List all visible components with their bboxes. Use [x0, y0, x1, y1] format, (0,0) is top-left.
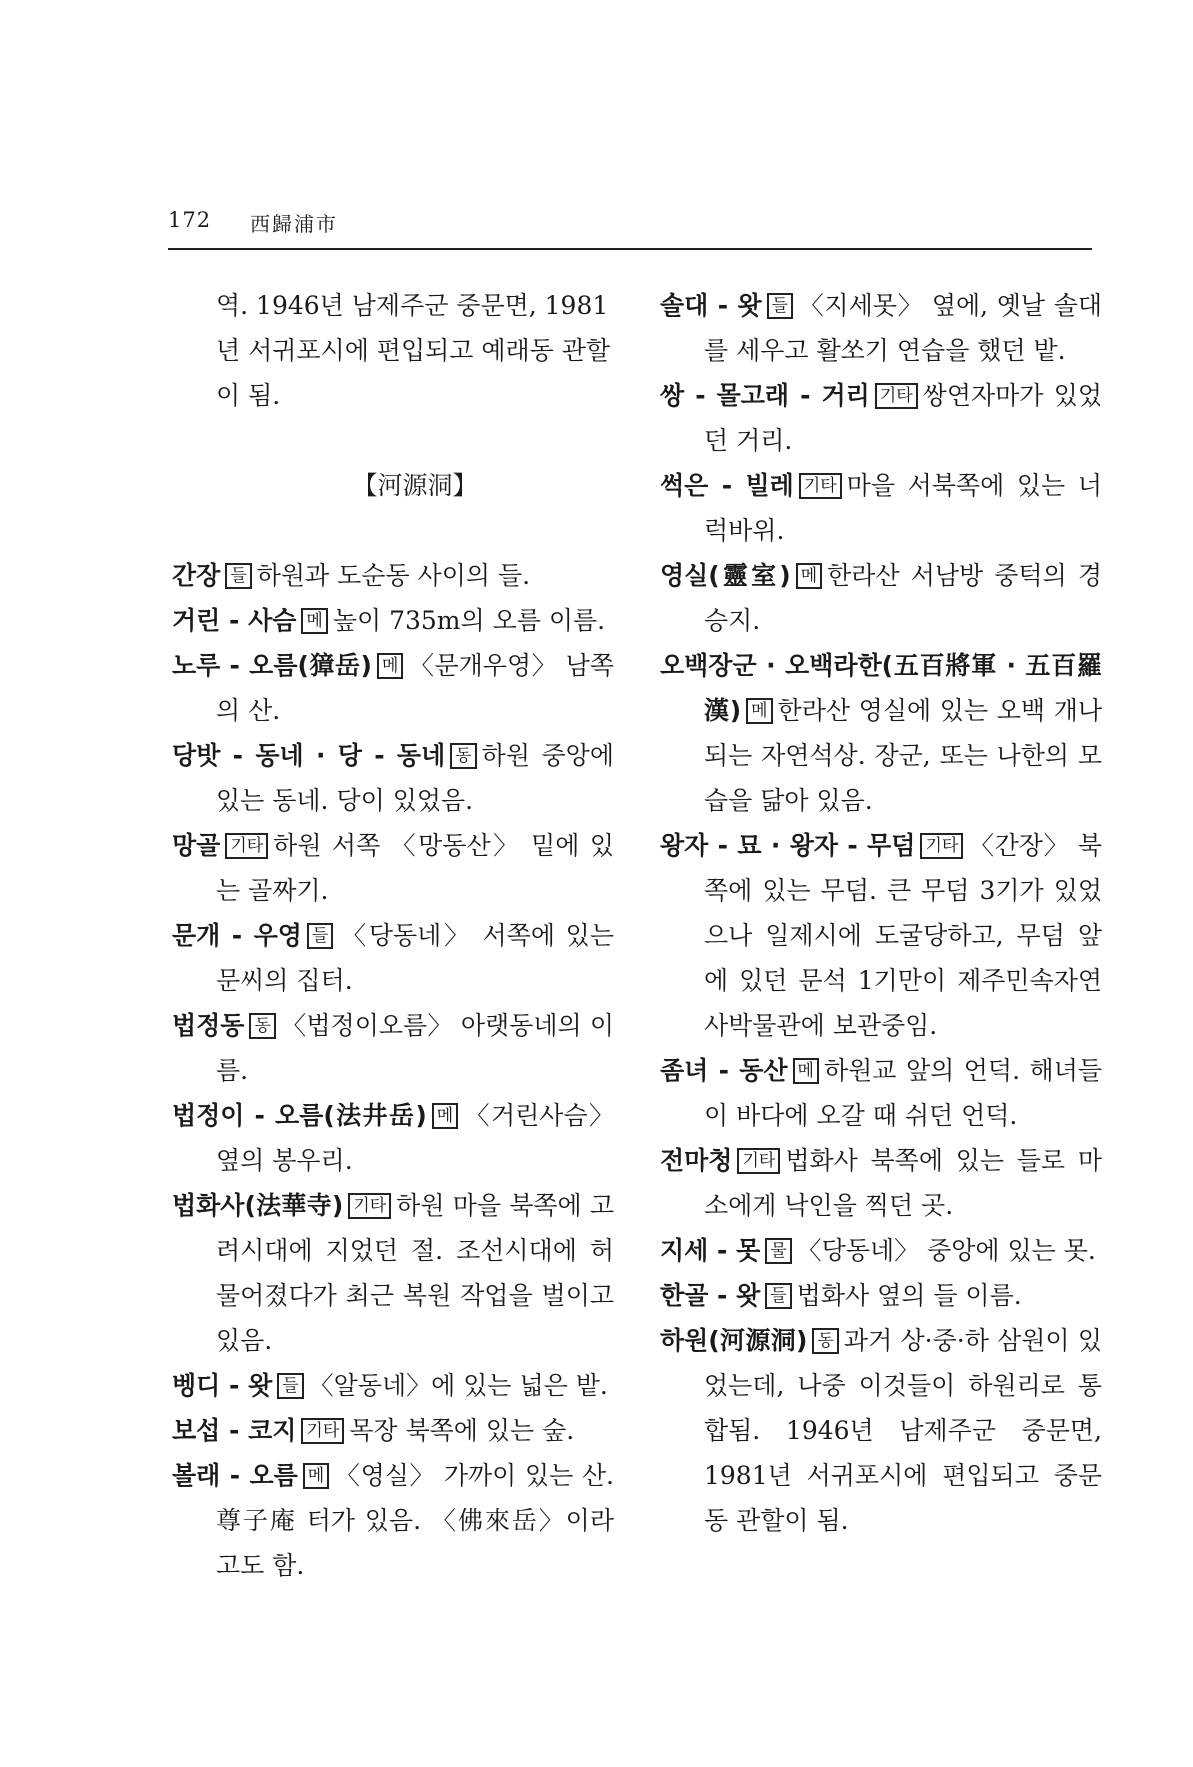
- page-number: 172: [168, 208, 212, 232]
- entry-description: 〈법정이오름〉 아랫동네의 이름.: [216, 1011, 614, 1085]
- entry-term: 거린 - 사슴: [172, 606, 297, 635]
- category-tag: 메: [746, 698, 772, 724]
- right-column: [660, 283, 1102, 1543]
- category-tag: 메: [796, 563, 822, 589]
- entry-term: 쌍 - 몰고래 - 거리: [660, 381, 870, 410]
- entry-description: 〈간장〉 북쪽에 있는 무덤. 큰 무덤 3기가 있었으나 일제시에 도굴당하고, 무덤 앞에 있던 문석 1기만이 제주민속자연사박물관에 보관중임.: [704, 831, 1102, 1040]
- dictionary-entry: [172, 598, 614, 643]
- page-header: [168, 208, 1092, 250]
- entry-term: 법정동: [172, 1011, 245, 1040]
- entry-term: 당밧 - 동네 · 당 - 동네: [172, 741, 446, 770]
- entry-term: 솔대 - 왓: [660, 291, 762, 320]
- entry-term: 법화사(法華寺): [172, 1191, 344, 1220]
- entry-description: 하원 서쪽 〈망동산〉 밑에 있는 골짜기.: [216, 831, 614, 905]
- entry-description: 〈당동네〉 서쪽에 있는 문씨의 집터.: [216, 921, 614, 995]
- entry-description: 〈문개우영〉 남쪽의 산.: [216, 651, 614, 725]
- category-tag: 들: [765, 1283, 791, 1309]
- category-tag: 들: [225, 563, 251, 589]
- entry-description: 하원과 도순동 사이의 들.: [256, 561, 531, 590]
- category-tag: 메: [432, 1103, 458, 1129]
- entry-description: 〈알동네〉에 있는 넓은 밭.: [308, 1371, 608, 1400]
- entry-term: 문개 - 우영: [172, 921, 302, 950]
- entry-description: 〈지세못〉 옆에, 옛날 솔대를 세우고 활쏘기 연습을 했던 밭.: [704, 291, 1102, 365]
- category-tag: 동: [450, 743, 476, 769]
- left-column: [172, 283, 614, 1588]
- dictionary-entry: [172, 1093, 614, 1183]
- entry-term: 썩은 - 빌레: [660, 471, 794, 500]
- dictionary-entry: [660, 1228, 1102, 1273]
- entry-term: 한골 - 왓: [660, 1281, 761, 1310]
- entry-description: 쌍연자마가 있었던 거리.: [704, 381, 1103, 455]
- dictionary-entry: [660, 373, 1102, 463]
- category-tag: 메: [377, 653, 403, 679]
- entry-description: 한라산 서남방 중턱의 경승지.: [704, 561, 1102, 635]
- entry-description: 한라산 영실에 있는 오백 개나 되는 자연석상. 장군, 또는 나한의 모습을 닮아 있음.: [704, 696, 1102, 815]
- entry-term: 망골: [172, 831, 221, 860]
- category-tag: 메: [301, 608, 327, 634]
- entry-term: 간장: [172, 561, 221, 590]
- dictionary-entry: [172, 1453, 614, 1588]
- entry-description: 〈영실〉 가까이 있는 산. 尊子庵 터가 있음. 〈佛來岳〉이라고도 함.: [216, 1461, 614, 1580]
- entry-description: 하원 마을 북쪽에 고려시대에 지었던 절. 조선시대에 허물어졌다가 최근 복원 작업을 벌이고 있음.: [216, 1191, 614, 1355]
- dictionary-entry: [172, 1003, 614, 1093]
- entry-description: 높이 735m의 오름 이름.: [332, 606, 606, 635]
- continuation-text: 역. 1946년 남제주군 중문면, 1981년 서귀포시에 편입되고 예래동 관할이 됨.: [216, 291, 611, 410]
- dictionary-entry: [660, 823, 1102, 1048]
- entry-description: 목장 북쪽에 있는 숲.: [349, 1416, 575, 1445]
- entry-description: 과거 상·중·하 삼원이 있었는데, 나중 이것들이 하원리로 통합됨. 1946년 남제주군 중문면, 1981년 서귀포시에 편입되고 중문동 관할이 됨.: [704, 1326, 1102, 1535]
- entry-description: 법화사 옆의 들 이름.: [796, 1281, 1022, 1310]
- category-tag: 기타: [875, 383, 918, 409]
- entry-term: 벵디 - 왓: [172, 1371, 273, 1400]
- category-tag: 기타: [301, 1418, 344, 1444]
- entry-term: 전마청: [660, 1146, 733, 1175]
- dictionary-entry: [172, 823, 614, 913]
- dictionary-entry: [172, 733, 614, 823]
- category-tag: 메: [303, 1463, 329, 1489]
- category-tag: 기타: [920, 833, 963, 859]
- entry-term: 오백장군 · 오백라한(五百將軍 · 五百羅漢): [660, 651, 1102, 725]
- category-tag: 들: [767, 293, 793, 319]
- category-tag: 기타: [225, 833, 268, 859]
- dictionary-entry: [660, 1318, 1102, 1543]
- entry-term: 보섭 - 코지: [172, 1416, 297, 1445]
- category-tag: 물: [765, 1238, 791, 1264]
- category-tag: 동: [812, 1328, 838, 1354]
- category-tag: 메: [793, 1058, 819, 1084]
- dictionary-entry: [660, 463, 1102, 553]
- dictionary-entry: [660, 553, 1102, 643]
- dictionary-entry: [172, 1363, 614, 1408]
- dictionary-entry: [660, 1138, 1102, 1228]
- category-tag: 기타: [737, 1148, 780, 1174]
- category-tag: 기타: [348, 1193, 391, 1219]
- entry-description: 〈거린사슴〉 옆의 봉우리.: [216, 1101, 614, 1175]
- dictionary-entry: [172, 643, 614, 733]
- section-title: 【河源洞】: [352, 471, 478, 500]
- entry-term: 하원(河源洞): [660, 1326, 808, 1355]
- category-tag: 들: [307, 923, 333, 949]
- entry-term: 노루 - 오름(獐岳): [172, 651, 372, 680]
- entry-description: 하원 중앙에 있는 동네. 당이 있었음.: [216, 741, 614, 815]
- entry-description: 〈당동네〉 중앙에 있는 못.: [796, 1236, 1096, 1265]
- entry-term: 볼래 - 오름: [172, 1461, 298, 1490]
- dictionary-entry: [660, 1048, 1102, 1138]
- entry-term: 법정이 - 오름(法井岳): [172, 1101, 427, 1130]
- entry-term: 좀녀 - 동산: [660, 1056, 788, 1085]
- entry-description: 하원교 앞의 언덕. 해녀들이 바다에 오갈 때 쉬던 언덕.: [704, 1056, 1102, 1130]
- entry-term: 왕자 - 묘 · 왕자 - 무덤: [660, 831, 916, 860]
- entry-term: 영실(靈室): [660, 561, 791, 590]
- category-tag: 동: [249, 1013, 275, 1039]
- dictionary-entry: [172, 1183, 614, 1363]
- entry-description: 법화사 북쪽에 있는 들로 마소에게 낙인을 찍던 곳.: [704, 1146, 1102, 1220]
- dictionary-entry: [660, 283, 1102, 373]
- dictionary-entry: [172, 553, 614, 598]
- dictionary-entry: [660, 1273, 1102, 1318]
- category-tag: 들: [277, 1373, 303, 1399]
- dictionary-entry: [172, 913, 614, 1003]
- entry-description: 마을 서북쪽에 있는 너럭바위.: [704, 471, 1102, 545]
- entry-term: 지세 - 못: [660, 1236, 761, 1265]
- dictionary-entry: [172, 1408, 614, 1453]
- running-title: 西歸浦市: [250, 212, 338, 236]
- category-tag: 기타: [799, 473, 842, 499]
- dictionary-entry: [660, 643, 1102, 823]
